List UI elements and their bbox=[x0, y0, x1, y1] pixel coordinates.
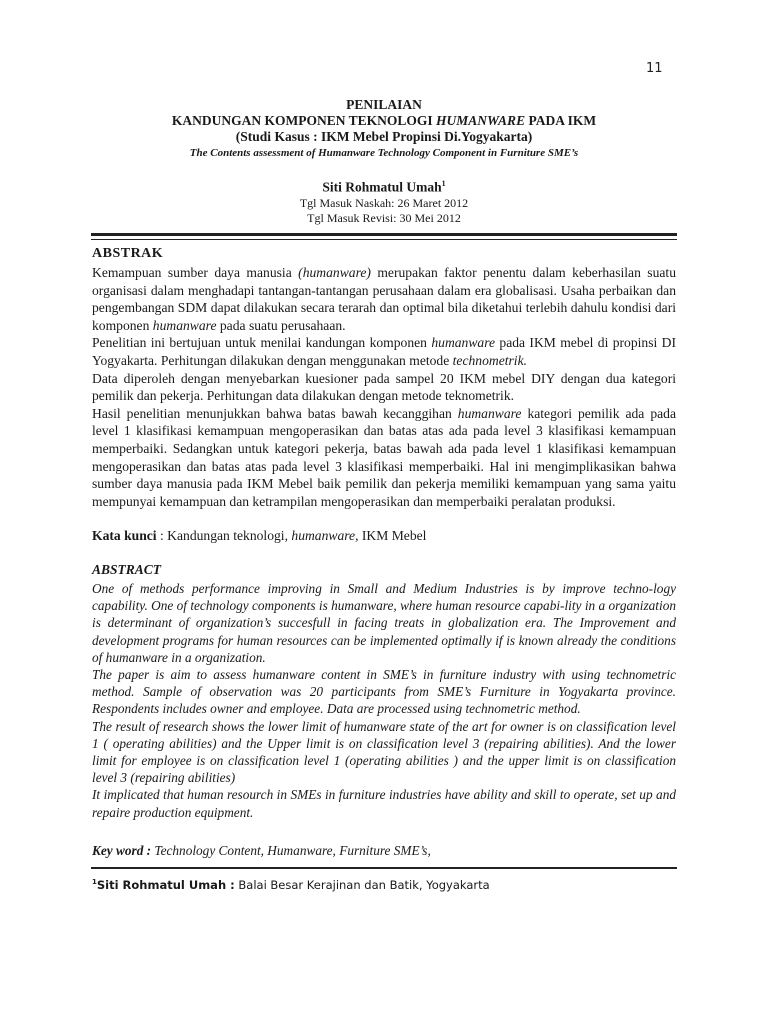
kata-kunci-term: humanware bbox=[291, 528, 356, 543]
key-word-text: Technology Content, Humanware, Furniture SME’s, bbox=[151, 843, 431, 858]
key-word bbox=[92, 843, 676, 859]
page-number: 11 bbox=[646, 61, 663, 76]
abstrak-p4-text-2: kategori pemilik ada pada level 1 klasifikasi kemampuan mengoperasikan dan batas atas ada pada level 3 klasifikasi kemampuan memperbaiki. Sedangkan untuk kategori pekerja, batas bawah ada pada level 1 klasifikasi kemampuan mengoperasikan dan batas atas pada level 3 klasifikasi memperbaiki. Hal ini mengimplikasikan bahwa sumber daya manusia pada IKM Mebel baik pemilik dan pekerja memiliki kemampuan yang sama yaitu mempunyai kemampuan dan ketrampilan mengoperasikan dan memperbaiki peralatan produksi. bbox=[92, 405, 676, 509]
date-revised: Tgl Masuk Revisi: 30 Mei 2012 bbox=[307, 211, 461, 225]
author-footnote-marker: 1 bbox=[441, 179, 446, 188]
abstrak-p1-text: Kemampuan sumber daya manusia bbox=[92, 265, 299, 280]
abstrak-p1-text-2: merupakan faktor penentu dalam keberhasilan suatu organisasi dalam menghadapi tantangan-tantangan perusahaan dalam era globalisasi. Usaha perbaikan dan pengembangan SDM dapat dilakukan secara terarah dan optimal bila diketahui terlebih dahulu kondisi dari komponen bbox=[92, 265, 676, 333]
abstrak-p2-term-2: technometrik. bbox=[452, 352, 528, 368]
abstract-paragraph-2: The paper is aim to assess humanware content in SME’s in furniture industry with using technometric method. Sample of observation was 20 participants from SME’s Furniture in Yogyakarta province. Respondents includes owner and employee. Data are processed using technometric method. bbox=[92, 667, 676, 717]
footnote-author: Siti Rohmatul Umah : bbox=[96, 878, 235, 892]
title-line-2-prefix: KANDUNGAN KOMPONEN TEKNOLOGI bbox=[171, 113, 437, 128]
kata-kunci-text: : Kandungan teknologi, bbox=[156, 528, 292, 543]
header-rule-thick bbox=[91, 233, 677, 236]
kata-kunci-text-2: , IKM Mebel bbox=[355, 528, 427, 543]
abstrak-p1-term-2: humanware bbox=[152, 317, 217, 333]
kata-kunci-label: Kata kunci bbox=[92, 528, 157, 543]
abstrak-paragraph-3: Data diperoleh dengan menyebarkan kuesioner pada sampel 20 IKM mebel DIY dengan dua kategori pemilik dan pekerja. Perhitungan data dilakukan dengan metode teknometrik. bbox=[92, 370, 676, 404]
title-line-2-suffix: PADA IKM bbox=[525, 113, 597, 128]
abstract-paragraph-3: The result of research shows the lower limit of humanware state of the art for owner is on classification level 1 ( operating abilities) and the Upper limit is on classification level 3 (repairing abilities). And the lower limit for employee is on classification level 1 (operating abilities ) and the upper limit is on classification level 3 (repairing abilities) bbox=[92, 718, 676, 786]
key-word-label: Key word : bbox=[92, 843, 152, 858]
english-title: The Contents assessment of Humanware Technology Component in Furniture SME’s bbox=[189, 147, 579, 159]
abstrak-paragraph-2 bbox=[92, 334, 676, 369]
header-rule-thin bbox=[91, 239, 677, 240]
title-line-2-italic: HUMANWARE bbox=[436, 113, 526, 128]
abstrak-p2-term: humanware bbox=[431, 335, 496, 351]
abstrak-p4-text: Hasil penelitian menunjukkan bahwa batas bawah kecanggihan bbox=[92, 405, 458, 421]
abstrak-paragraph-4 bbox=[92, 405, 676, 511]
date-received: Tgl Masuk Naskah: 26 Maret 2012 bbox=[299, 196, 469, 210]
abstrak-paragraph-1 bbox=[92, 264, 676, 334]
abstrak-body bbox=[92, 264, 676, 510]
kata-kunci bbox=[92, 528, 676, 544]
title-line-3: (Studi Kasus : IKM Mebel Propinsi Di.Yogyakarta) bbox=[235, 129, 533, 144]
title-line-1: PENILAIAN bbox=[346, 97, 422, 112]
abstract-body bbox=[92, 580, 676, 821]
abstrak-p2-text: Penelitian ini bertujuan untuk menilai kandungan komponen bbox=[92, 335, 432, 351]
submission-dates bbox=[92, 196, 676, 226]
abstract-paragraph-1: One of methods performance improving in Small and Medium Industries is by improve techno-logy capability. One of technology components is humanware, where human resource capabi-lity in a organization is determinant of organization’s succesfull in facing treats in globalization era. The Improvement and development programs for human resources can be implemented optimally if is known already the conditions of humanware in a organization. bbox=[92, 581, 676, 665]
title-block bbox=[92, 97, 676, 161]
abstrak-heading: ABSTRAK bbox=[92, 246, 164, 261]
author bbox=[92, 179, 676, 196]
footnote-marker: 1 bbox=[92, 878, 97, 887]
abstract-paragraph-4: It implicated that human resourch in SMEs in furniture industries have ability and skill to operate, set up and repaire production equipment. bbox=[92, 787, 676, 820]
abstrak-p2-text-2: pada IKM mebel di propinsi DI Yogyakarta. Perhitungan dilakukan dengan menggunakan metode bbox=[92, 335, 676, 368]
abstrak-p1-text-3: pada suatu perusahaan. bbox=[216, 317, 346, 333]
footnote bbox=[92, 878, 490, 892]
author-name: Siti Rohmatul Umah bbox=[322, 179, 442, 195]
title-line-2 bbox=[92, 113, 676, 129]
abstrak-p1-term: (humanware) bbox=[298, 265, 371, 280]
abstrak-p4-term: humanware bbox=[457, 405, 522, 421]
footnote-rule bbox=[91, 867, 677, 869]
abstract-heading: ABSTRACT bbox=[92, 562, 162, 577]
footnote-affiliation: Balai Besar Kerajinan dan Batik, Yogyakarta bbox=[234, 878, 490, 892]
